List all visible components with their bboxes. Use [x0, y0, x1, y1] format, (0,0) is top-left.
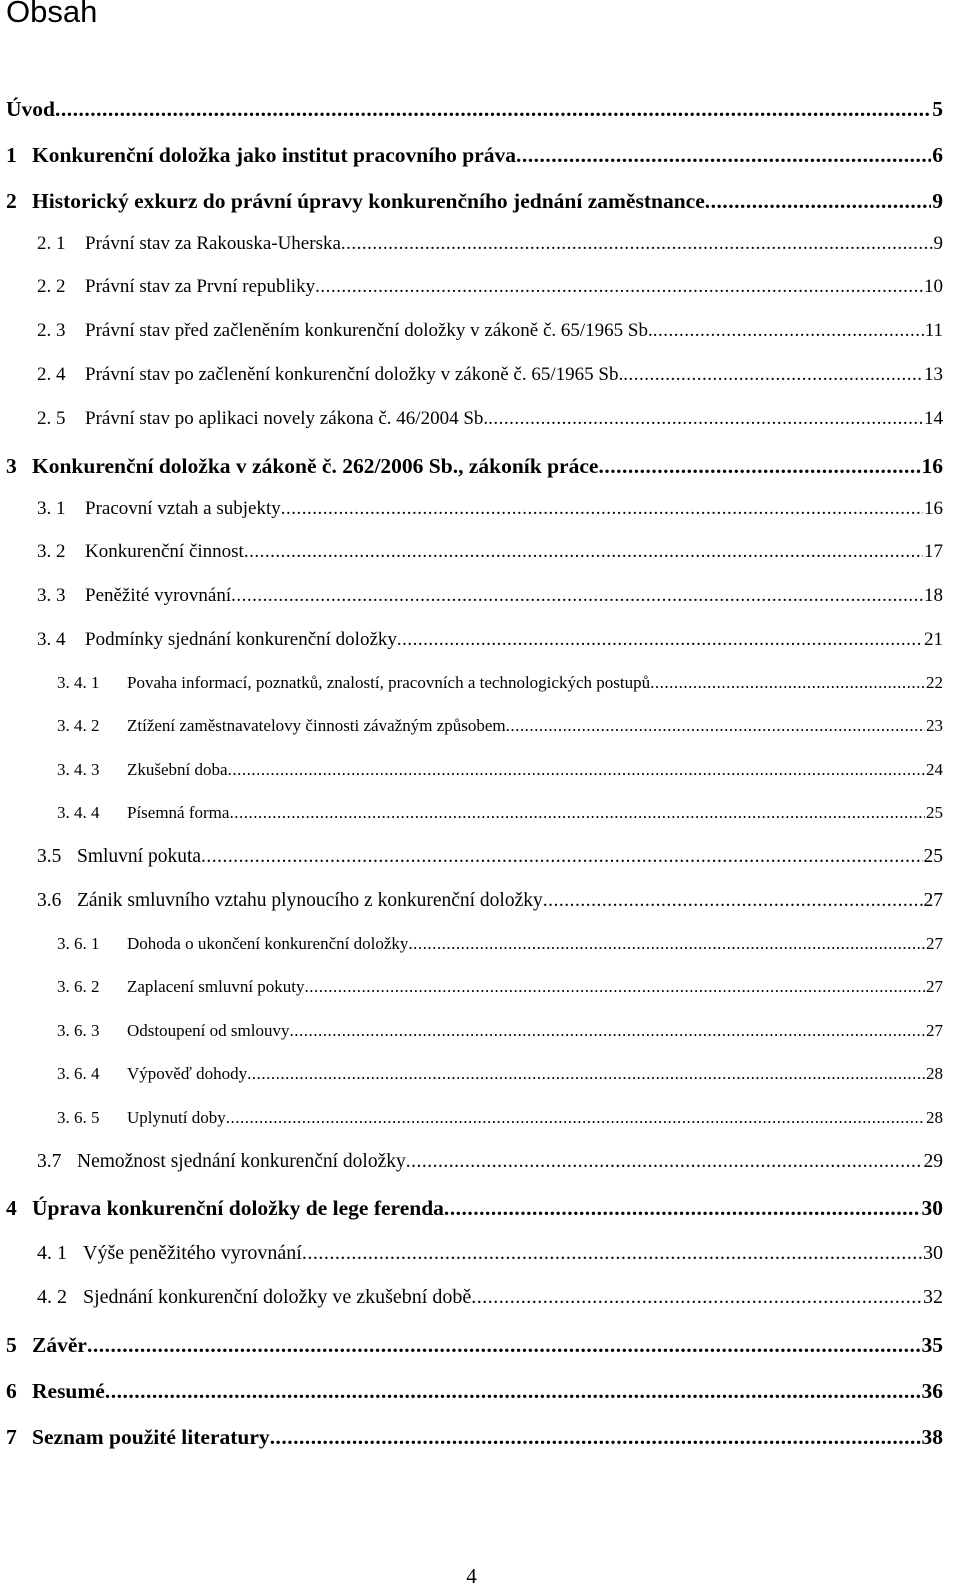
toc-entry[interactable]: [0, 1108, 943, 1140]
toc-entry-number: 3. 6. 2: [57, 977, 100, 996]
toc-entry-label: Podmínky sjednání konkurenční doložky: [85, 629, 397, 650]
toc-entry-page: 17: [924, 541, 943, 562]
toc-dot-leader: [87, 1333, 921, 1358]
toc-dot-leader: [598, 454, 920, 479]
toc-entry-page: 25: [926, 803, 943, 822]
toc-dot-leader: [201, 846, 922, 868]
toc-entry-label: Právní stav po začlenění konkurenční doložky v zákoně č. 65/1965 Sb.: [85, 364, 624, 385]
toc-entry-number: 3. 2: [37, 541, 66, 562]
toc-entry[interactable]: [0, 629, 943, 661]
toc-dot-leader: [543, 890, 923, 912]
page-number: 4: [466, 1564, 477, 1588]
toc-entry-label: Výše peněžitého vyrovnání: [83, 1242, 302, 1264]
toc-entry-label: Smluvní pokuta: [77, 846, 202, 867]
toc-entry-number: 3.6: [37, 890, 62, 911]
toc-entry-page: 27: [923, 890, 943, 911]
toc-dot-leader: [247, 1064, 925, 1084]
toc-entry-page: 16: [924, 498, 943, 519]
toc-entry-label: Úvod: [6, 97, 55, 121]
toc-entry-number: 3. 4: [37, 629, 66, 650]
toc-entry-label: Závěr: [32, 1333, 87, 1357]
toc-dot-leader: [229, 803, 925, 823]
toc-entry-page: 25: [923, 846, 943, 867]
toc-dot-leader: [105, 1379, 921, 1404]
toc-entry-label: Dohoda o ukončení konkurenční doložky: [127, 934, 409, 953]
toc-dot-leader: [228, 760, 925, 780]
toc-entry-label: Písemná forma: [127, 803, 230, 822]
toc-entry[interactable]: [0, 276, 943, 308]
toc-dot-leader: [406, 1151, 923, 1173]
toc-entry-label: Historický exkurz do právní úpravy konkurenčního jednání zaměstnance: [32, 189, 705, 213]
toc-entry-page: 29: [923, 1151, 943, 1172]
toc-entry[interactable]: [0, 541, 943, 573]
toc-entry-page: 11: [924, 320, 943, 341]
toc-entry-number: 4. 2: [37, 1286, 67, 1308]
toc-entry-number: 2. 4: [37, 364, 66, 385]
toc-entry-number: 3. 6. 5: [57, 1108, 100, 1127]
toc-entry-label: Sjednání konkurenční doložky ve zkušební době: [83, 1286, 472, 1308]
toc-entry-label: Zaplacení smluvní pokuty: [127, 977, 305, 996]
toc-entry-page: 27: [926, 934, 943, 953]
toc-entry-number: 3. 3: [37, 585, 66, 606]
toc-entry[interactable]: [0, 1379, 943, 1411]
toc-entry-label: Uplynutí doby: [127, 1108, 226, 1127]
toc-entry[interactable]: [0, 233, 943, 265]
toc-entry-page: 30: [921, 1196, 943, 1220]
toc-entry-page: 32: [923, 1286, 943, 1308]
toc-dot-leader: [397, 629, 923, 651]
toc-entry-label: Nemožnost sjednání konkurenční doložky: [77, 1151, 406, 1172]
toc-entry-number: 3. 4. 3: [57, 760, 100, 779]
toc-entry-label: Právní stav za První republiky: [85, 276, 316, 297]
toc-entry-label: Resumé: [32, 1379, 105, 1403]
toc-entry-label: Právní stav před začleněním konkurenční doložky v zákoně č. 65/1965 Sb.: [85, 320, 653, 341]
toc-entry[interactable]: [0, 1021, 943, 1053]
toc-entry[interactable]: [0, 189, 943, 221]
toc-dot-leader: [270, 1425, 921, 1450]
toc-entry[interactable]: [0, 498, 943, 530]
toc-entry[interactable]: [0, 454, 943, 486]
toc-dot-leader: [506, 716, 925, 736]
toc-dot-leader: [488, 408, 923, 430]
toc-entry-number: 2: [6, 189, 17, 213]
toc-dot-leader: [226, 1108, 925, 1128]
toc-entry-number: 2. 1: [37, 233, 66, 254]
toc-entry-label: Konkurenční doložka jako institut pracovního práva: [32, 143, 517, 167]
toc-entry-number: 3. 4. 2: [57, 716, 100, 735]
toc-entry-number: 4: [6, 1196, 17, 1220]
toc-dot-leader: [55, 97, 931, 122]
toc-dot-leader: [653, 320, 924, 342]
toc-entry[interactable]: [0, 803, 943, 835]
toc-dot-leader: [341, 233, 933, 255]
toc-dot-leader: [289, 1021, 925, 1041]
toc-entry-number: 3. 6. 1: [57, 934, 100, 953]
toc-entry[interactable]: [0, 1333, 943, 1365]
toc-entry-page: 35: [921, 1333, 943, 1357]
toc-entry[interactable]: [0, 585, 943, 617]
toc-entry-number: 3.5: [37, 846, 62, 867]
toc-entry-number: 2. 5: [37, 408, 66, 429]
toc-entry-number: 1: [6, 143, 17, 167]
toc-entry-label: Právní stav po aplikaci novely zákona č. 46/2004 Sb.: [85, 408, 489, 429]
toc-dot-leader: [302, 1242, 922, 1265]
toc-entry[interactable]: [0, 1286, 943, 1318]
toc-entry-number: 3. 4. 1: [57, 673, 100, 692]
toc-entry-page: 13: [924, 364, 943, 385]
toc-entry-page: 27: [926, 1021, 943, 1040]
toc-entry-page: 30: [923, 1242, 943, 1264]
toc-entry-page: 6: [932, 143, 943, 167]
toc-entry[interactable]: [0, 760, 943, 792]
toc-entry-number: 3. 6. 4: [57, 1064, 100, 1083]
toc-entry-number: 3.7: [37, 1151, 62, 1172]
toc-entry-label: Právní stav za Rakouska-Uherska: [85, 233, 341, 254]
toc-entry-label: Pracovní vztah a subjekty: [85, 498, 281, 519]
page-title: Obsah: [6, 0, 98, 29]
toc-entry[interactable]: [0, 1064, 943, 1096]
toc-entry[interactable]: [0, 143, 943, 175]
toc-entry[interactable]: [0, 846, 943, 878]
toc-dot-leader: [444, 1196, 921, 1221]
toc-entry-number: 3. 4. 4: [57, 803, 100, 822]
toc-entry-label: Výpověď dohody: [127, 1064, 248, 1083]
toc-entry-page: 36: [921, 1379, 943, 1403]
toc-entry-label: Povaha informací, poznatků, znalostí, pracovních a technologických postupů: [127, 673, 651, 692]
toc-dot-leader: [231, 585, 923, 607]
toc-entry-label: Odstoupení od smlouvy: [127, 1021, 290, 1040]
toc-entry-label: Konkurenční doložka v zákoně č. 262/2006 Sb., zákoník práce: [32, 454, 599, 478]
toc-entry[interactable]: [0, 890, 943, 922]
toc-dot-leader: [623, 364, 923, 386]
toc-entry[interactable]: [0, 364, 943, 396]
toc-entry-number: 3: [6, 454, 17, 478]
toc-entry-label: Zánik smluvního vztahu plynoucího z konkurenční doložky: [77, 890, 543, 911]
toc-entry-number: 7: [6, 1425, 17, 1449]
toc-entry-label: Seznam použité literatury: [32, 1425, 270, 1449]
toc-entry[interactable]: [0, 673, 943, 705]
toc-entry-page: 28: [926, 1108, 943, 1127]
toc-dot-leader: [471, 1286, 922, 1309]
toc-entry[interactable]: [0, 408, 943, 440]
toc-entry-number: 3. 1: [37, 498, 66, 519]
toc-entry-label: Peněžité vyrovnání: [85, 585, 232, 606]
toc-entry-number: 2. 3: [37, 320, 66, 341]
toc-dot-leader: [244, 541, 923, 563]
toc-entry-page: 18: [924, 585, 943, 606]
toc-entry-number: 5: [6, 1333, 17, 1357]
toc-dot-leader: [650, 673, 925, 693]
toc-entry-label: Úprava konkurenční doložky de lege ferenda: [32, 1196, 444, 1220]
toc-entry-number: 6: [6, 1379, 17, 1403]
toc-entry-page: 21: [924, 629, 943, 650]
toc-dot-leader: [281, 498, 923, 520]
toc-dot-leader: [516, 143, 931, 168]
toc-dot-leader: [408, 934, 925, 954]
toc-entry-page: 9: [933, 233, 943, 254]
toc-dot-leader: [305, 977, 925, 997]
toc-entry-number: 2. 2: [37, 276, 66, 297]
toc-entry[interactable]: [0, 1425, 943, 1457]
toc-entry[interactable]: [0, 934, 943, 966]
toc-entry-page: 10: [924, 276, 943, 297]
toc-entry-page: 5: [932, 97, 943, 121]
toc-entry-page: 9: [932, 189, 943, 213]
toc-entry[interactable]: [0, 1196, 943, 1228]
toc-entry[interactable]: [0, 320, 943, 352]
toc-entry[interactable]: [0, 716, 943, 748]
toc-entry-label: Konkurenční činnost: [85, 541, 244, 562]
toc-dot-leader: [705, 189, 932, 214]
toc-entry-label: Zkušební doba: [127, 760, 228, 779]
toc-entry-page: 16: [921, 454, 943, 478]
toc-entry-page: 24: [926, 760, 943, 779]
toc-entry-page: 28: [926, 1064, 943, 1083]
toc-entry[interactable]: [0, 977, 943, 1009]
toc-entry-page: 22: [926, 673, 943, 692]
toc-entry-number: 4. 1: [37, 1242, 67, 1264]
toc-entry-page: 27: [926, 977, 943, 996]
toc-entry-page: 23: [926, 716, 943, 735]
toc-entry[interactable]: [0, 97, 943, 129]
toc-entry[interactable]: [0, 1151, 943, 1183]
toc-entry-page: 38: [921, 1425, 943, 1449]
toc-entry[interactable]: [0, 1242, 943, 1274]
toc-entry-page: 14: [924, 408, 943, 429]
toc-dot-leader: [315, 276, 923, 298]
toc-entry-label: Ztížení zaměstnavatelovy činnosti závažným způsobem: [127, 716, 506, 735]
toc-entry-number: 3. 6. 3: [57, 1021, 100, 1040]
